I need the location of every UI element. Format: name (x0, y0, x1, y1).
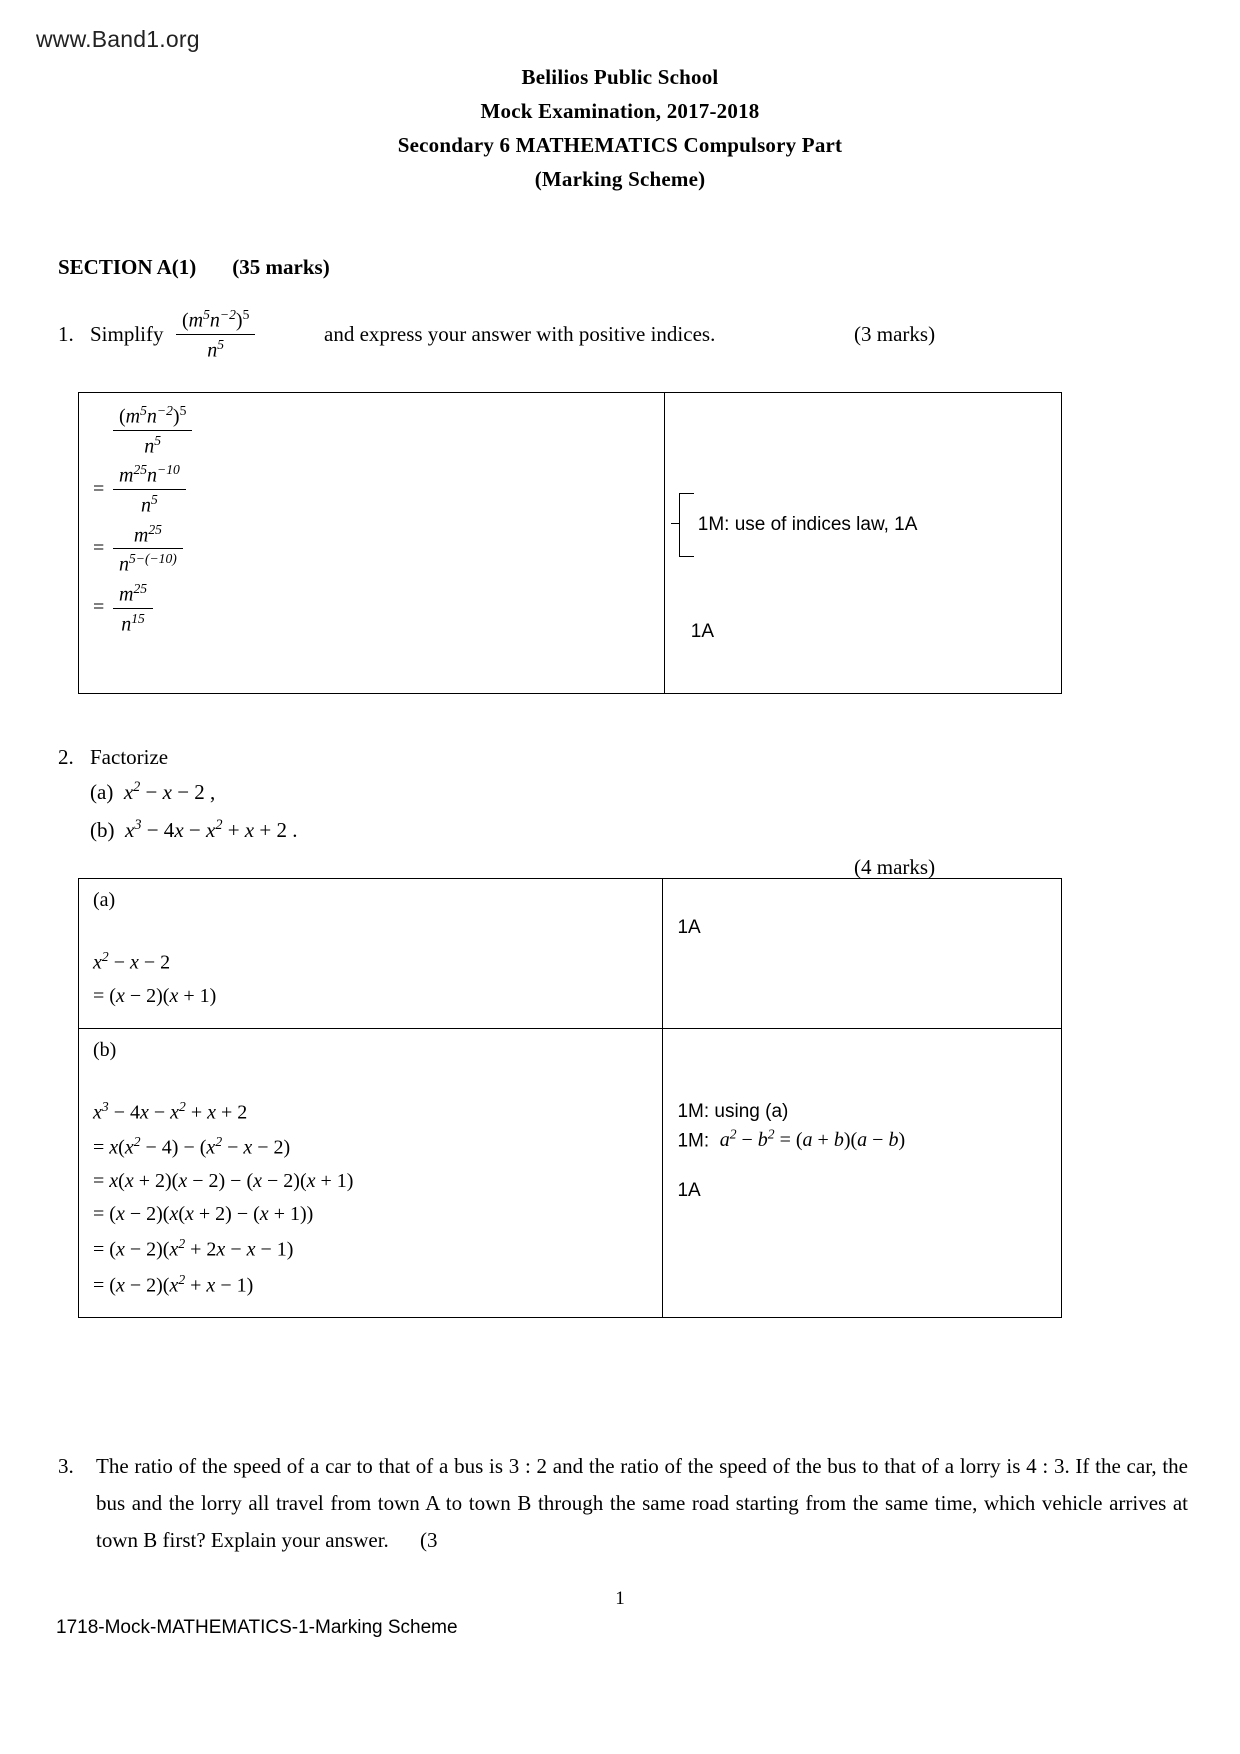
section-marks: (35 marks) (232, 255, 330, 279)
header-line-exam: Mock Examination, 2017-2018 (480, 99, 760, 123)
q2b-note-3: 1A (677, 1180, 701, 1202)
q2b-note-1: 1M: using (a) (677, 1100, 789, 1122)
q2b-step-4: = (x − 2)(x(x + 2) − (x + 1)) (93, 1202, 314, 1225)
answer-table-2 (78, 878, 1062, 1318)
question-3-marks: (3 (420, 1528, 438, 1552)
q2b-steps (93, 1076, 648, 1298)
document-header (0, 60, 1240, 196)
question-3-number: 3. (58, 1454, 74, 1478)
q1-step-4: = $\frac{m^{25}}{n^{15}}$ (93, 581, 650, 636)
q1-step-1: $\frac{(m^5n^{-2})^5}{n^5}$ (93, 403, 650, 458)
watermark-text: www.Band1.org (36, 26, 200, 52)
table-row (79, 393, 1062, 694)
question-1-expression: $\frac{(m^5n^{-2})^5}{n^5}$ (176, 307, 255, 362)
q2b-note-2: 1M: $a^2 - b^2 = (a + b)(a - b)$ (677, 1126, 906, 1152)
q2b-step-6: = $(x - 2)(x^2 + x - 1)$ (93, 1271, 254, 1297)
question-1-number: 1. (58, 322, 74, 346)
q2b-step-2: = $x(x^2 - 4) - (x^2 - x - 2)$ (93, 1134, 291, 1159)
q1-step-3: = $\frac{m^{25}}{n^{5-(-10)}}$ (93, 522, 650, 577)
q2a-steps (93, 926, 648, 1008)
table-row (79, 1028, 1062, 1318)
q2b-solution-cell (79, 1028, 663, 1318)
question-3-body (96, 1448, 1188, 1559)
q2a-label: (a) (93, 889, 116, 911)
q2b-step-5: = $(x - 2)(x^2 + 2x - x - 1)$ (93, 1235, 294, 1261)
q1-marks-cell (664, 393, 1061, 694)
question-1-text-after: and express your answer with positive indices. (324, 322, 716, 346)
question-2-part-b: (b) $x^3 - 4x - x^2 + x + 2$ . (90, 817, 298, 842)
table-row (79, 879, 1062, 1029)
q1-note-2: 1A (690, 621, 714, 642)
brace-icon (679, 493, 694, 557)
question-2-marks: (4 marks) (854, 855, 936, 879)
q2b-step-3: = x(x + 2)(x − 2) − (x − 2)(x + 1) (93, 1169, 354, 1192)
footer-text: 1718-Mock-MATHEMATICS-1-Marking Scheme (56, 1617, 458, 1638)
q1-step-2: = $\frac{m^{25}n^{-10}}{n^5}$ (93, 462, 650, 517)
q2a-step-2: = (x − 2)(x + 1) (93, 984, 217, 1007)
question-3 (58, 1448, 1188, 1559)
question-3-text: The ratio of the speed of a car to that of a bus is 3 : 2 and the ratio of the speed of the bus to that of a lorry is 4 : 3. If the car, the bus and the lorry all travel from town A to town B through the same road starting from the same time, which vehicle arrives at town B first? Explain your answer. (96, 1454, 1188, 1552)
question-1-text-before: Simplify (90, 322, 164, 346)
question-2-part-a: (a) $x^2 - x - 2$ , (90, 779, 216, 804)
header-line-subject: Secondary 6 MATHEMATICS Compulsory Part (397, 133, 843, 157)
question-1-marks: (3 marks) (854, 322, 936, 346)
q2a-solution-cell (79, 879, 663, 1029)
q1-solution-cell (79, 393, 665, 694)
header-line-scheme: (Marking Scheme) (534, 167, 706, 191)
q2a-marks-cell: 1A (663, 879, 1062, 1029)
q2b-step-1: $x^3 - 4x - x^2 + x + 2$ (93, 1098, 248, 1124)
question-2-number: 2. (58, 745, 74, 769)
q1-note-1: 1M: use of indices law, 1A (679, 493, 918, 557)
page-number: 1 (615, 1588, 625, 1609)
q2b-label: (b) (93, 1038, 117, 1061)
header-line-school: Belilios Public School (521, 65, 719, 89)
answer-table-1 (78, 392, 1062, 694)
q2b-marks-cell (663, 1028, 1062, 1318)
section-label: SECTION A(1) (58, 255, 197, 279)
q2a-step-1: $x^2 - x - 2$ (93, 949, 171, 974)
question-2-word: Factorize (90, 745, 169, 769)
section-heading (58, 255, 330, 280)
